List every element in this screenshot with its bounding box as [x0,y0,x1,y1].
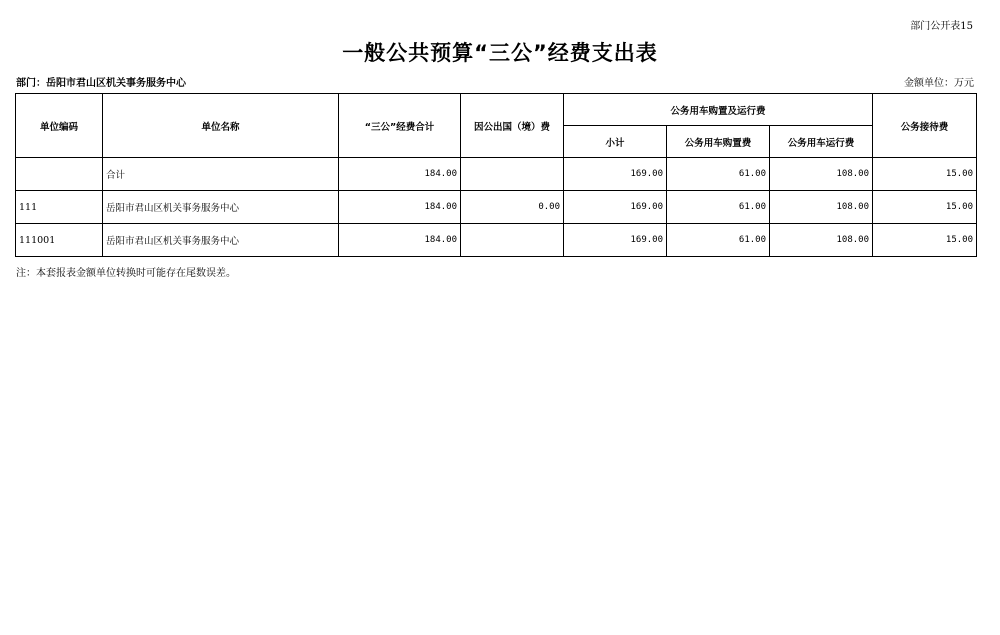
header-abroad: 因公出国（境）费 [461,94,564,158]
cell-reception: 15.00 [873,191,977,224]
cell-name: 合计 [103,158,339,191]
cell-subtotal: 169.00 [564,191,667,224]
cell-code [16,158,103,191]
table-number-label: 部门公开表15 [910,21,973,32]
cell-operation: 108.00 [770,191,873,224]
page-title: 一般公共预算“三公”经费支出表 [342,41,658,65]
header-vehicle-operation: 公务用车运行费 [770,126,873,158]
cell-subtotal: 169.00 [564,158,667,191]
header-vehicle-group: 公务用车购置及运行费 [564,94,873,126]
cell-code: 111 [16,191,103,224]
table-row [16,224,977,257]
header-unit-name: 单位名称 [103,94,339,158]
header-row-1 [16,94,977,126]
cell-reception: 15.00 [873,158,977,191]
cell-total: 184.00 [339,191,461,224]
cell-purchase: 61.00 [667,191,770,224]
cell-abroad: 0.00 [461,191,564,224]
cell-purchase: 61.00 [667,158,770,191]
table-row [16,158,977,191]
cell-name: 岳阳市君山区机关事务服务中心 [103,191,339,224]
cell-operation: 108.00 [770,224,873,257]
cell-operation: 108.00 [770,158,873,191]
header-vehicle-purchase: 公务用车购置费 [667,126,770,158]
cell-code: 111001 [16,224,103,257]
department-label: 部门：岳阳市君山区机关事务服务中心 [16,78,186,89]
cell-total: 184.00 [339,224,461,257]
cell-abroad [461,158,564,191]
header-subtotal: 小计 [564,126,667,158]
cell-subtotal: 169.00 [564,224,667,257]
budget-table [15,93,977,257]
cell-abroad [461,224,564,257]
table-row [16,191,977,224]
cell-reception: 15.00 [873,224,977,257]
meta-row [16,74,974,88]
header-total: “三公”经费合计 [339,94,461,158]
cell-name: 岳阳市君山区机关事务服务中心 [103,224,339,257]
cell-total: 184.00 [339,158,461,191]
currency-unit-label: 金额单位：万元 [904,78,974,89]
header-unit-code: 单位编码 [16,94,103,158]
header-reception: 公务接待费 [873,94,977,158]
footnote: 注：本套报表金额单位转换时可能存在尾数误差。 [16,268,236,279]
cell-purchase: 61.00 [667,224,770,257]
